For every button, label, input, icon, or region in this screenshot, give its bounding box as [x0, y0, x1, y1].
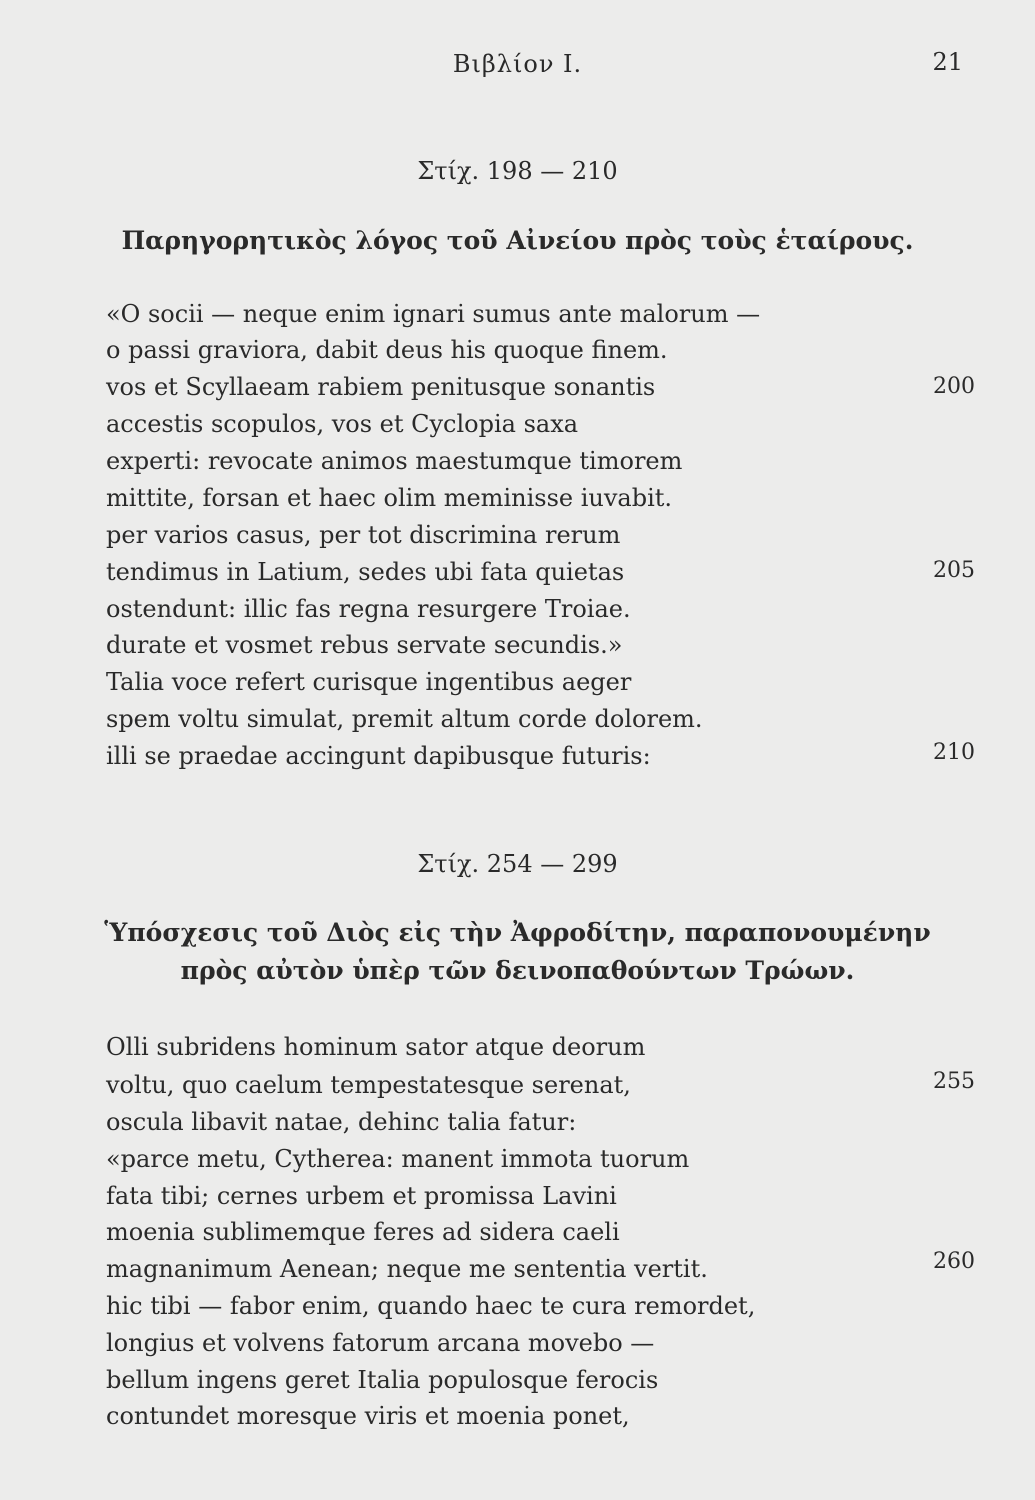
verse-line: «O socii — neque enim ignari sumus ante malorum —	[106, 300, 761, 328]
line-number: 260	[933, 1249, 975, 1274]
verse-line: ostendunt: illic fas regna resurgere Troiae.	[106, 595, 631, 623]
verse-line: experti: revocate animos maestumque timorem	[106, 447, 683, 475]
verse-line: tendimus in Latium, sedes ubi fata quietas	[106, 558, 625, 586]
section-1-ref: Στίχ. 198 — 210	[417, 157, 618, 185]
running-head: Βιβλίον Ι.	[452, 50, 583, 78]
verse-line: o passi graviora, dabit deus his quoque finem.	[106, 336, 668, 364]
verse-line: «parce metu, Cytherea: manent immota tuorum	[106, 1145, 690, 1173]
line-number: 205	[933, 558, 975, 583]
section-2-title-line-1: Ὑπόσχεσις τοῦ Διὸς εἰς τὴν Ἀφροδίτην, παραπονουμένην	[104, 918, 931, 947]
verse-line: durate et vosmet rebus servate secundis.»	[106, 631, 623, 659]
verse-line: Talia voce refert curisque ingentibus aeger	[106, 668, 632, 696]
verse-line: accestis scopulos, vos et Cyclopia saxa	[106, 410, 579, 438]
line-number: 255	[933, 1069, 975, 1094]
verse-line: magnanimum Aenean; neque me sententia vertit.	[106, 1255, 708, 1283]
verse-line: illi se praedae accingunt dapibusque futuris:	[106, 742, 651, 770]
verse-line: hic tibi — fabor enim, quando haec te cura remordet,	[106, 1292, 756, 1320]
verse-line: bellum ingens geret Italia populosque ferocis	[106, 1366, 659, 1394]
verse-line: vos et Scyllaeam rabiem penitusque sonantis	[106, 373, 656, 401]
verse-line: longius et volvens fatorum arcana movebo —	[106, 1329, 655, 1357]
section-2-ref: Στίχ. 254 — 299	[417, 850, 618, 878]
section-1-title: Παρηγορητικὸς λόγος τοῦ Αἰνείου πρὸς τοὺς ἑταίρους.	[121, 226, 914, 255]
verse-line: per varios casus, per tot discrimina rerum	[106, 521, 621, 549]
section-2-title-line-2: πρὸς αὐτὸν ὑπὲρ τῶν δεινοπαθούντων Τρώων.	[180, 956, 855, 985]
verse-line: spem voltu simulat, premit altum corde dolorem.	[106, 705, 703, 733]
page-number: 21	[932, 48, 963, 76]
verse-line: Olli subridens hominum sator atque deorum	[106, 1033, 646, 1061]
verse-line: moenia sublimemque feres ad sidera caeli	[106, 1218, 620, 1246]
verse-line: contundet moresque viris et moenia ponet,	[106, 1402, 630, 1430]
verse-line: voltu, quo caelum tempestatesque serenat,	[106, 1071, 631, 1099]
line-number: 210	[933, 740, 975, 765]
verse-line: oscula libavit natae, dehinc talia fatur:	[106, 1108, 577, 1136]
verse-line: mittite, forsan et haec olim meminisse iuvabit.	[106, 484, 673, 512]
line-number: 200	[933, 374, 975, 399]
verse-line: fata tibi; cernes urbem et promissa Lavini	[106, 1182, 617, 1210]
